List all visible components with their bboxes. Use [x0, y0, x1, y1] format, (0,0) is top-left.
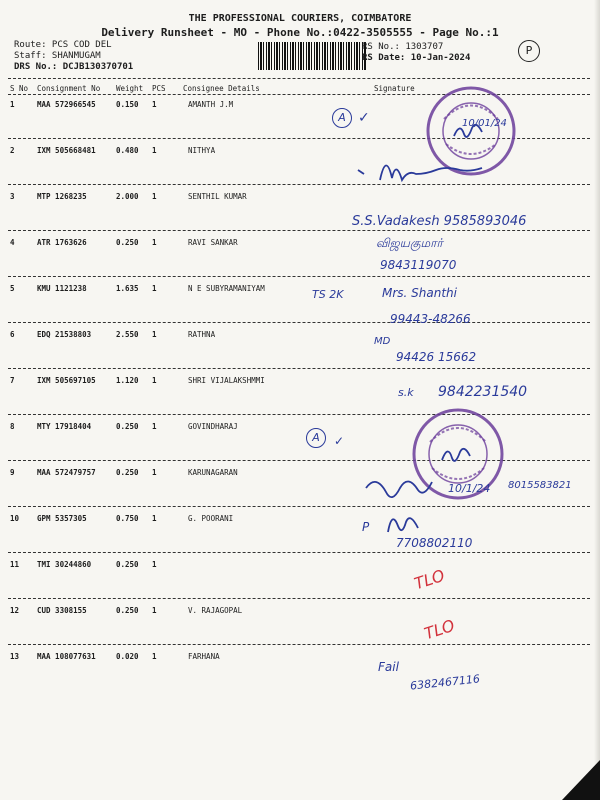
- row11-red-note: TLO: [411, 565, 447, 594]
- row-weight: 0.480: [116, 146, 139, 155]
- row-divider: [8, 506, 590, 507]
- row9-date: 10/1/24: [448, 482, 491, 495]
- folded-corner: [562, 760, 600, 800]
- table-row: [0, 284, 600, 330]
- row-pcs: 1: [152, 560, 157, 569]
- row6-mark: MD: [374, 336, 391, 347]
- row-consignee: FARHANA: [188, 652, 220, 661]
- row9-phone: 8015583821: [508, 480, 572, 491]
- rs-date: RS Date: 10-Jan-2024: [362, 53, 471, 63]
- row6-phone: 94426 15662: [396, 350, 477, 364]
- row-pcs: 1: [152, 606, 157, 615]
- row-consignee: KARUNAGARAN: [188, 468, 238, 477]
- row-sno: 7: [10, 376, 15, 385]
- row3-signature: S.S.Vadakesh 9585893046: [352, 214, 527, 229]
- drs-number: DRS No.: DCJB130370701: [14, 62, 134, 72]
- row1-circled-mark: A: [332, 108, 352, 128]
- row-divider: [8, 368, 590, 369]
- row4-phone: 9843119070: [380, 258, 457, 272]
- row-weight: 0.020: [116, 652, 139, 661]
- row-consignee: G. POORANI: [188, 514, 234, 523]
- table-row: [0, 468, 600, 514]
- row-consignment: MAA 572966545: [37, 100, 96, 109]
- row-divider: [8, 276, 590, 277]
- row-weight: 0.250: [116, 606, 139, 615]
- row-consignee: SENTHIL KUMAR: [188, 192, 247, 201]
- row12-red-note: TLO: [421, 615, 457, 644]
- barcode: [258, 42, 366, 70]
- row-consignment: CUD 3308155: [37, 606, 87, 615]
- row-consignee: RAVI SANKAR: [188, 238, 238, 247]
- row1-tick-icon: ✓: [358, 110, 370, 126]
- row-consignment: EDQ 21538803: [37, 330, 92, 339]
- row-weight: 1.635: [116, 284, 139, 293]
- row-weight: 0.750: [116, 514, 139, 523]
- company-title: THE PROFESSIONAL COURIERS, COIMBATORE: [188, 13, 412, 24]
- row-sno: 4: [10, 238, 15, 247]
- row-consignment: IXM 505697105: [37, 376, 96, 385]
- row10-mark: P: [362, 520, 370, 534]
- col-weight: Weight: [116, 84, 144, 93]
- row-weight: 0.250: [116, 468, 139, 477]
- row-sno: 9: [10, 468, 15, 477]
- row-weight: 2.000: [116, 192, 139, 201]
- row13-signature: Fail: [378, 660, 399, 674]
- row-consignee: N E SUBYRAMANIYAM: [188, 284, 265, 293]
- header-divider-top: [8, 78, 590, 79]
- row5-name: Mrs. Shanthi: [382, 286, 457, 300]
- row-consignment: MAA 572479757: [37, 468, 96, 477]
- row-divider: [8, 598, 590, 599]
- rs-number: RS No.: 1303707: [362, 42, 444, 52]
- row-weight: 0.150: [116, 100, 139, 109]
- row-consignee: SHRI VIJALAKSHMMI: [188, 376, 265, 385]
- col-sno: S No: [10, 84, 29, 93]
- row-sno: 11: [10, 560, 20, 569]
- row-consignment: MTP 1268235: [37, 192, 87, 201]
- table-row: [0, 560, 600, 606]
- row-pcs: 1: [152, 330, 157, 339]
- row13-phone: 6382467116: [409, 672, 481, 693]
- row-weight: 2.550: [116, 330, 139, 339]
- row-consignment: GPM 5357305: [37, 514, 87, 523]
- table-row: [0, 606, 600, 652]
- row-consignment: ATR 1763626: [37, 238, 87, 247]
- table-row: [0, 422, 600, 468]
- row5-note: TS 2K: [312, 288, 344, 301]
- table-row: [0, 238, 600, 284]
- row-pcs: 1: [152, 146, 157, 155]
- row-divider: [8, 184, 590, 185]
- route-label: Route: PCS COD DEL: [14, 40, 112, 50]
- table-row: [0, 330, 600, 376]
- table-row: [0, 514, 600, 560]
- row-pcs: 1: [152, 376, 157, 385]
- row8-tick-icon: ✓: [334, 434, 345, 448]
- row-pcs: 1: [152, 652, 157, 661]
- row7-phone: 9842231540: [438, 384, 528, 400]
- row-sno: 5: [10, 284, 15, 293]
- row-pcs: 1: [152, 192, 157, 201]
- row-pcs: 1: [152, 468, 157, 477]
- row-divider: [8, 552, 590, 553]
- row-consignee: NITHYA: [188, 146, 216, 155]
- row-consignee: RATHNA: [188, 330, 216, 339]
- row2-signature: [352, 150, 502, 190]
- row-pcs: 1: [152, 284, 157, 293]
- row-pcs: 1: [152, 514, 157, 523]
- col-consignment: Consignment No: [37, 84, 101, 93]
- row-consignment: IXM 505668481: [37, 146, 96, 155]
- row8-circled-mark: A: [306, 428, 326, 448]
- col-pcs: PCS: [152, 84, 166, 93]
- row-weight: 0.250: [116, 422, 139, 431]
- stamp-date-top: 10/01/24: [462, 118, 507, 129]
- runsheet-subtitle: Delivery Runsheet - MO - Phone No.:0422-3505555 - Page No.:1: [101, 26, 499, 39]
- row-consignment: KMU 1121238: [37, 284, 87, 293]
- row-sno: 3: [10, 192, 15, 201]
- row-pcs: 1: [152, 100, 157, 109]
- row10-signature: [384, 508, 424, 538]
- corner-circled-mark: P: [518, 40, 540, 62]
- row-weight: 1.120: [116, 376, 139, 385]
- row-sno: 13: [10, 652, 20, 661]
- row-consignment: MTY 17918404: [37, 422, 92, 431]
- row-consignee: GOVINDHARAJ: [188, 422, 238, 431]
- col-consignee: Consignee Details: [183, 84, 260, 93]
- row-consignment: TMI 30244860: [37, 560, 92, 569]
- staff-label: Staff: SHANMUGAM: [14, 51, 101, 61]
- row-divider: [8, 230, 590, 231]
- row-pcs: 1: [152, 422, 157, 431]
- row-sno: 2: [10, 146, 15, 155]
- row10-phone: 7708802110: [396, 536, 473, 550]
- row7-signature: s.k: [398, 386, 414, 399]
- row5-phone: 99443-48266: [390, 312, 471, 326]
- row-consignee: AMANTH J.M: [188, 100, 234, 109]
- row-pcs: 1: [152, 238, 157, 247]
- row-consignment: MAA 108077631: [37, 652, 96, 661]
- row-consignee: V. RAJAGOPAL: [188, 606, 243, 615]
- table-row: [0, 652, 600, 698]
- row-sno: 10: [10, 514, 20, 523]
- row9-signature: [362, 468, 452, 508]
- row-divider: [8, 644, 590, 645]
- row-sno: 12: [10, 606, 20, 615]
- col-signature: Signature: [374, 84, 415, 93]
- row-sno: 6: [10, 330, 15, 339]
- row-weight: 0.250: [116, 238, 139, 247]
- row-divider: [8, 322, 590, 323]
- row-weight: 0.250: [116, 560, 139, 569]
- row-sno: 1: [10, 100, 15, 109]
- row4-tamil-name: விஜயகுமார்: [376, 236, 443, 250]
- row-sno: 8: [10, 422, 15, 431]
